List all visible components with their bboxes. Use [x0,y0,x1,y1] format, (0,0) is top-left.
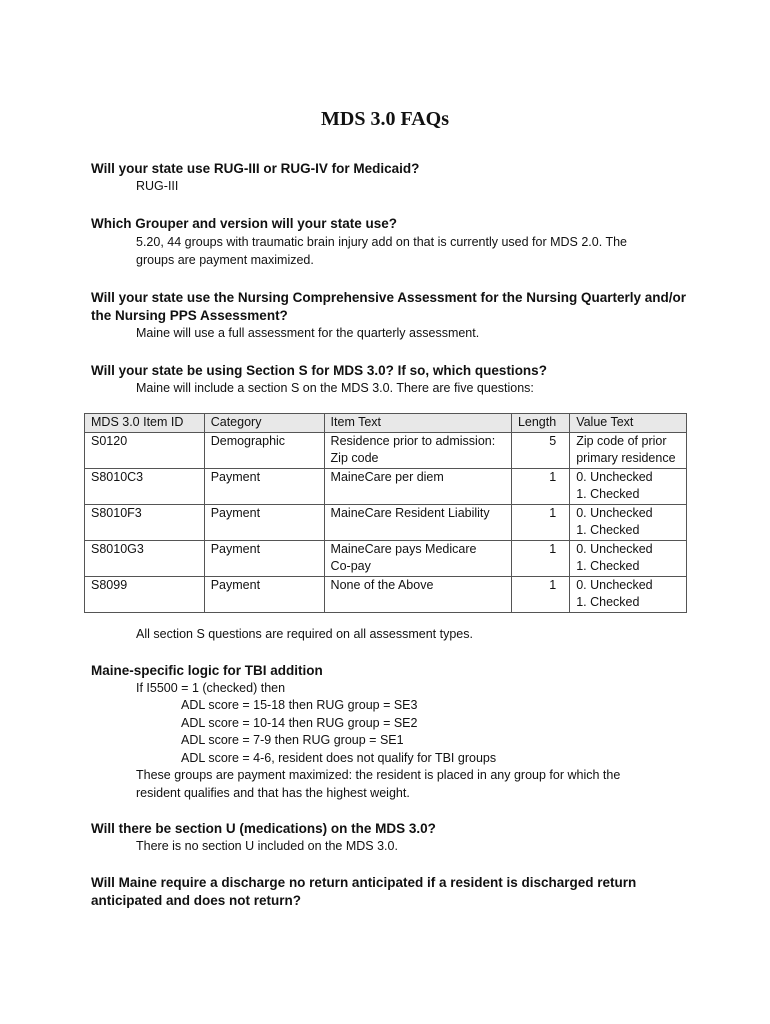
cell-length: 1 [511,468,569,504]
cell-item-id: S8099 [85,576,205,612]
tbi-rule: ADL score = 4-6, resident does not qualify for TBI groups [181,750,497,765]
cell-value-text [570,504,687,540]
column-header-length: Length [511,414,569,433]
answer-grouper-version [136,234,676,269]
cell-category: Payment [204,504,324,540]
cell-item-id: S0120 [85,432,205,468]
column-header-item-text: Item Text [324,414,511,433]
cell-category: Payment [204,540,324,576]
cell-item-id: S8010G3 [85,540,205,576]
question-section-u: Will there be section U (medications) on the MDS 3.0? [91,821,436,836]
tbi-rule: ADL score = 15-18 then RUG group = SE3 [181,698,418,712]
cell-line: 0. Unchecked [576,577,653,592]
question-line: the Nursing PPS Assessment? [91,308,288,323]
cell-length: 1 [511,540,569,576]
cell-line: 1. Checked [576,523,640,537]
table-row [85,540,687,576]
cell-item-id: S8010F3 [85,504,205,540]
tbi-condition: If I5500 = 1 (checked) then [136,681,286,695]
cell-value-text [570,432,687,468]
answer-line: 5.20, 44 groups with traumatic brain injury add on that is currently used for MDS 2.0. The [136,235,627,249]
cell-line: MaineCare per diem [330,469,444,484]
tbi-rule: ADL score = 10-14 then RUG group = SE2 [181,715,418,730]
tbi-note-line: These groups are payment maximized: the resident is placed in any group for which the [136,768,621,782]
cell-item-text [324,468,511,504]
section-s-table [84,413,687,613]
cell-item-text [324,576,511,612]
question-rug-version: Will your state use RUG-III or RUG-IV for Medicaid? [91,161,420,176]
cell-item-text [324,504,511,540]
cell-item-text [324,432,511,468]
cell-item-id: S8010C3 [85,468,205,504]
answer-section-u: There is no section U included on the MDS 3.0. [136,839,398,853]
cell-line: Zip code [330,451,379,465]
cell-line: None of the Above [330,577,434,592]
cell-category: Demographic [204,432,324,468]
column-header-value-text: Value Text [570,414,687,433]
answer-rug-version: RUG-III [136,179,179,193]
table-row [85,504,687,540]
question-line: anticipated and does not return? [91,893,302,908]
column-header-category: Category [204,414,324,433]
cell-line: 0. Unchecked [576,469,653,484]
question-grouper-version: Which Grouper and version will your state use? [91,216,398,231]
question-nursing-assessment [91,289,691,325]
cell-length: 1 [511,504,569,540]
cell-line: Co-pay [330,559,371,573]
question-line: Will your state use the Nursing Comprehensive Assessment for the Nursing Quarterly and/or [91,290,687,305]
answer-line: groups are payment maximized. [136,252,314,267]
cell-line: primary residence [576,451,676,465]
cell-line: 0. Unchecked [576,541,653,556]
cell-item-text [324,540,511,576]
cell-line: 1. Checked [576,559,640,573]
cell-value-text [570,576,687,612]
section-s-note: All section S questions are required on all assessment types. [136,627,473,641]
page-title: MDS 3.0 FAQs [321,108,449,130]
table-row [85,432,687,468]
answer-nursing-assessment: Maine will use a full assessment for the quarterly assessment. [136,326,480,340]
column-header-item-id: MDS 3.0 Item ID [85,414,205,433]
cell-value-text [570,468,687,504]
tbi-rules [181,697,681,767]
cell-line: MaineCare pays Medicare [330,541,477,556]
cell-line: 1. Checked [576,487,640,501]
table-row [85,576,687,612]
answer-section-s: Maine will include a section S on the MDS 3.0. There are five questions: [136,381,534,395]
question-discharge [91,874,691,910]
tbi-heading: Maine-specific logic for TBI addition [91,663,323,678]
tbi-note [136,767,676,802]
cell-line: Residence prior to admission: [330,433,496,448]
table-header-row [85,414,687,433]
tbi-note-line: resident qualifies and that has the highest weight. [136,785,410,800]
cell-category: Payment [204,576,324,612]
question-section-s: Will your state be using Section S for MDS 3.0? If so, which questions? [91,363,547,378]
table-row [85,468,687,504]
cell-length: 1 [511,576,569,612]
cell-line: 0. Unchecked [576,505,653,520]
cell-line: Zip code of prior [576,433,667,448]
cell-length: 5 [511,432,569,468]
cell-line: 1. Checked [576,595,640,609]
cell-category: Payment [204,468,324,504]
cell-value-text [570,540,687,576]
question-line: Will Maine require a discharge no return anticipated if a resident is discharged return [91,875,637,890]
tbi-rule: ADL score = 7-9 then RUG group = SE1 [181,733,404,747]
cell-line: MaineCare Resident Liability [330,505,490,520]
